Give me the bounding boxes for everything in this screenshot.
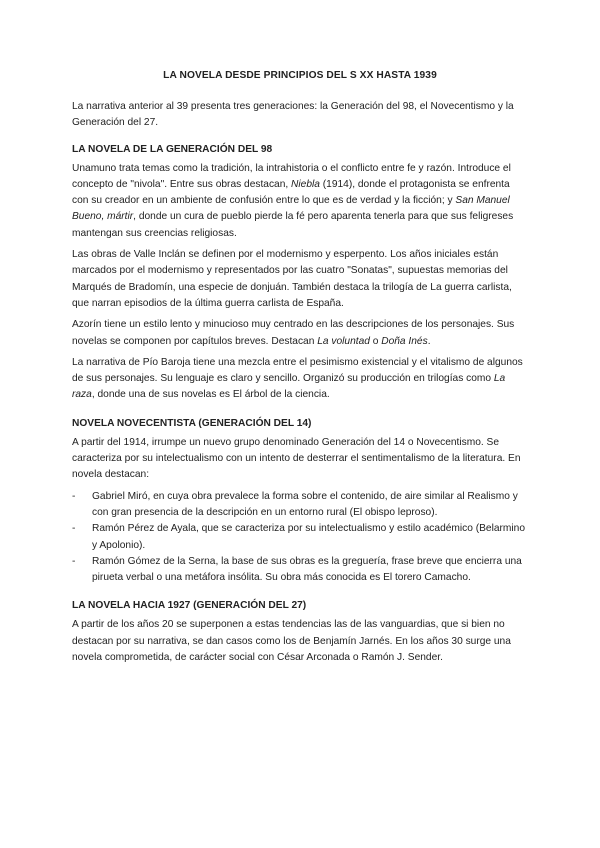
title-niebla: Niebla (291, 178, 320, 190)
text-run: Unamuno trata temas como la tradición, la intrahistoria o el conflicto entre fe y razón. Introduce el concepto de "nivola". Entre sus obras destacan, (72, 162, 511, 190)
section-heading-generacion-98: LA NOVELA DE LA GENERACIÓN DEL 98 (72, 143, 273, 155)
bullet-dash: - (72, 523, 76, 535)
text-run: , donde una de sus novelas es El árbol de la ciencia. (91, 389, 330, 401)
paragraph-novecentismo: A partir del 1914, irrumpe un nuevo grupo denominado Generación del 14 o Novecentismo. Se caracteriza por su intelectualismo con un intento de desterrar el sentimentalismo de la literatura. En novela destacan: (72, 436, 521, 481)
list-item (72, 521, 528, 554)
text-run: , donde un cura de pueblo pierde la fé pero aparenta tenerla para que sus feligreses mantengan sus creencias religiosas. (72, 211, 514, 239)
section-heading-novecentista: NOVELA NOVECENTISTA (GENERACIÓN DEL 14) (72, 417, 312, 429)
text-run: La narrativa de Pío Baroja tiene una mezcla entre el pesimismo existencial y el vitalismo de algunos de sus personajes. Su lenguaje es claro y sencillo. Organizó su producción en trilogías como (72, 356, 523, 385)
list-item (72, 554, 528, 587)
text-run: Azorín tiene un estilo lento y minucioso muy centrado en las descripciones de los personajes. Sus novelas se componen por capítulos breves. Destacan (72, 319, 515, 347)
text-run: (1914), donde el protagonista se enfrenta con su creador en un ambiente de confusión entre lo que es de verdad y la ficción; y (72, 178, 510, 207)
list-item-text: Ramón Gómez de la Serna, la base de sus obras es la greguería, frase breve que encierra una pirueta verbal o una metáfora insólita. Su obra más conocida es El torero Camacho. (92, 555, 522, 584)
section-heading-generacion-27: LA NOVELA HACIA 1927 (GENERACIÓN DEL 27) (72, 600, 307, 612)
paragraph-baroja (72, 355, 528, 404)
title-la-voluntad: La voluntad (317, 335, 370, 347)
list-item-text: Ramón Pérez de Ayala, que se caracteriza por su intelectualismo y estilo académico (Belarmino y Apolonio). (92, 523, 525, 551)
paragraph-generacion-27: A partir de los años 20 se superponen a estas tendencias las de las vanguardias, que si bien no destacan por su narrativa, se dan casos como los de Benjamín Jarnés. En los años 30 surge una novela comprometida, de carácter social con César Arconada o Ramón J. Sender. (72, 619, 511, 664)
document-title: LA NOVELA DESDE PRINCIPIOS DEL S XX HASTA 1939 (163, 70, 437, 81)
paragraph-valle-inclan: Las obras de Valle Inclán se definen por el modernismo y esperpento. Los años iniciales están marcados por el modernismo y representados por las cuatro "Sonatas", supuestas memorias del Marqués de Bradomín, una especie de donjuán. También destaca la trilogía de La guerra carlista, que narran episodios de la última guerra carlista de España. (72, 249, 512, 309)
text-run: o (369, 335, 382, 347)
author-list (72, 489, 528, 587)
list-item-text: Gabriel Miró, en cuya obra prevalece la forma sobre el contenido, de aire similar al Realismo y con gran presencia de la descripción en un entorno rural (El obispo leproso). (92, 490, 518, 518)
text-run: . (427, 335, 431, 347)
bullet-dash: - (72, 490, 76, 502)
paragraph-azorin (72, 317, 528, 350)
title-san-manuel-bueno: San Manuel Bueno, mártir (72, 195, 510, 223)
title-la-raza: La raza (72, 373, 506, 401)
bullet-dash: - (72, 555, 76, 567)
intro-paragraph: La narrativa anterior al 39 presenta tres generaciones: la Generación del 98, el Novecentismo y la Generación del 27. (72, 101, 514, 129)
list-item (72, 489, 528, 522)
title-dona-ines: Doña Inés (381, 335, 428, 347)
paragraph-unamuno (72, 161, 528, 242)
